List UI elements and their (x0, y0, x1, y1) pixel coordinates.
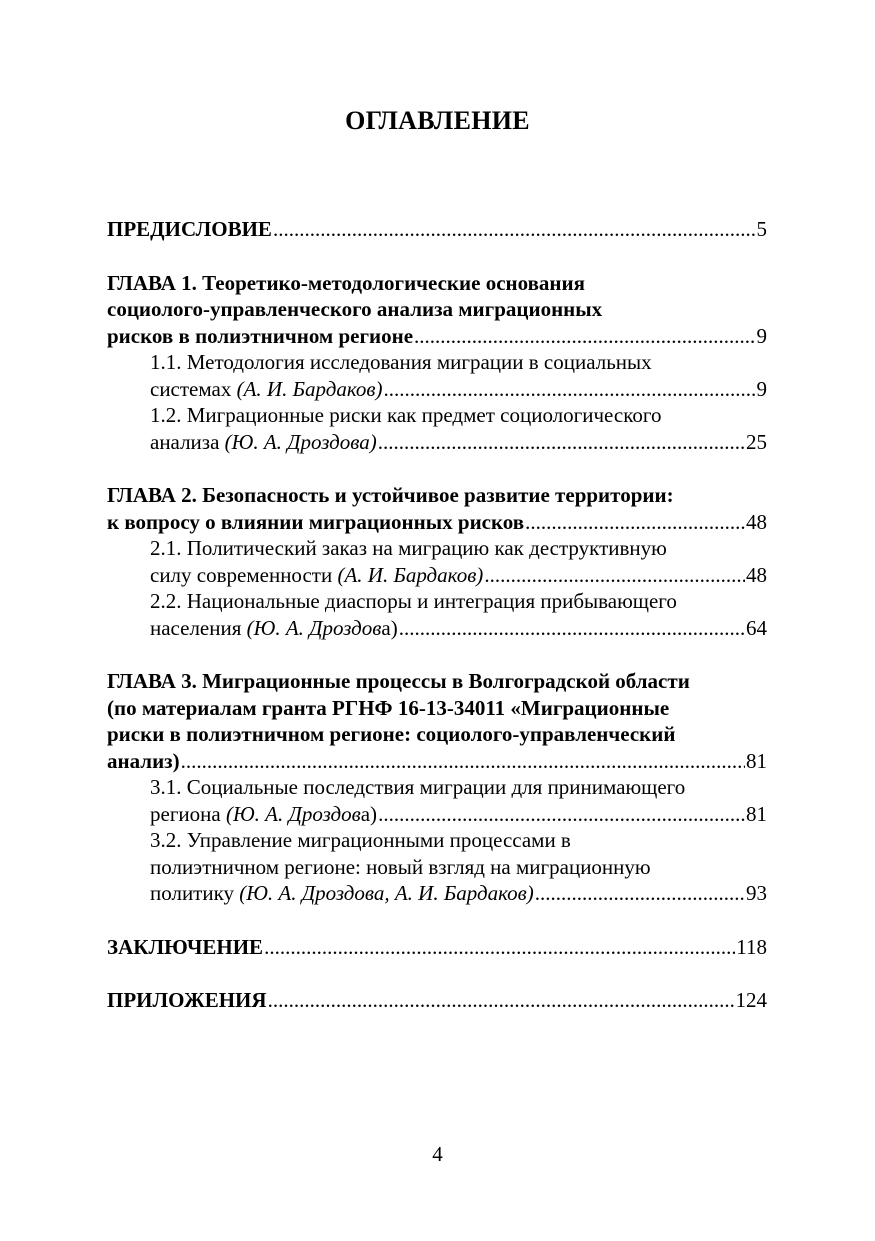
toc-entry-label: ЗАКЛЮЧЕНИЕ (107, 934, 264, 959)
toc-chapter-title-last-line (107, 509, 767, 536)
toc-chapter-title-line: социолого-управленческого анализа миграционных (107, 297, 603, 321)
toc-section-title-text (150, 801, 377, 828)
dot-leader (525, 509, 745, 536)
toc-author-tail: а) (381, 615, 398, 640)
toc-author: (Ю. А. Дроздова) (224, 429, 377, 454)
dot-leader (399, 615, 745, 642)
toc-section-2-2[interactable] (107, 588, 767, 641)
toc-section-1-2[interactable] (107, 402, 767, 455)
toc-author-tail: а) (360, 801, 378, 826)
toc-page-number: 25 (746, 429, 767, 454)
toc-section-title-line: полиэтничном регионе: новый взгляд на миграционную (150, 854, 651, 879)
toc-chapter-title-text: рисков в полиэтничном регионе (107, 323, 414, 348)
toc-section-title-fragment: анализа (150, 429, 225, 454)
toc-author: (А. И. Бардаков) (337, 562, 484, 587)
toc-section-title-line: 2.2. Национальные диаспоры и интеграция прибывающего (150, 589, 677, 613)
toc-chapter-title-line: риски в полиэтничном регионе: социолого-управленческий (107, 722, 676, 746)
toc-author: (Ю. А. Дроздов (225, 801, 361, 826)
toc-section-title-last-line (150, 562, 767, 589)
toc-entry-label: ПРЕДИСЛОВИЕ (107, 217, 272, 241)
toc-chapter-title-line: ГЛАВА 1. Теоретико-методологические основания (107, 270, 585, 295)
toc-author: (Ю. А. Дроздова, А. И. Бардаков) (239, 881, 534, 905)
toc-chapter-title-line: ГЛАВА 2. Безопасность и устойчивое развитие территории: (107, 483, 674, 507)
page-title: ОГЛАВЛЕНИЕ (345, 106, 530, 135)
toc-chapter-2[interactable] (107, 482, 767, 535)
toc-section-title-text (150, 429, 377, 456)
toc-page-number: 48 (746, 509, 767, 534)
toc-section-title-last-line (150, 801, 767, 828)
toc-section-3-2[interactable] (107, 827, 767, 907)
toc-chapter-title-last-line (107, 748, 767, 775)
toc-section-2-1[interactable] (107, 535, 767, 588)
page-number: 4 (432, 1142, 443, 1166)
toc-page-number: 81 (746, 748, 767, 773)
toc-chapter-title-last-line (107, 323, 767, 350)
toc-entry-conclusion[interactable] (107, 934, 767, 961)
toc-chapter-1[interactable] (107, 270, 767, 350)
toc-page-number: 81 (746, 801, 767, 826)
toc-entry-preface[interactable] (107, 216, 767, 243)
dot-leader (383, 376, 755, 403)
toc-page-number: 118 (736, 934, 767, 959)
toc-page-number: 93 (746, 881, 767, 905)
toc-entry-appendix[interactable] (107, 987, 767, 1014)
toc-section-title-fragment: политику (150, 881, 240, 905)
toc-section-title-fragment: силу современности (150, 562, 338, 587)
toc-section-title-line: 3.1. Социальные последствия миграции для принимающего (150, 775, 686, 799)
toc-page-number: 124 (735, 988, 767, 1012)
toc-chapter-title-text: к вопросу о влиянии миграционных рисков (107, 509, 525, 534)
toc-section-title-last-line (150, 429, 767, 456)
toc-section-title-fragment: населения (150, 615, 247, 640)
toc-chapter-3[interactable] (107, 668, 767, 774)
toc-author: (Ю. А. Дроздов (246, 615, 382, 640)
dot-leader (484, 562, 745, 589)
dot-leader (181, 748, 745, 775)
toc-section-title-text (150, 562, 483, 589)
toc-chapter-title-line: ГЛАВА 3. Миграционные процессы в Волгоградской области (107, 669, 690, 693)
toc-section-title-text (150, 615, 398, 642)
toc-section-title-text (150, 376, 382, 403)
toc-section-title-line: 1.2. Миграционные риски как предмет социологического (150, 403, 662, 427)
toc-section-title-line: 1.1. Методология исследования миграции в социальных (150, 350, 652, 374)
toc-page-number: 5 (756, 217, 767, 241)
dot-leader (535, 880, 745, 907)
toc-chapter-title-line: (по материалам гранта РГНФ 16-13-34011 «Миграционные (107, 695, 670, 720)
toc-section-title-line: 3.2. Управление миграционными процессами в (150, 828, 571, 852)
toc-section-1-1[interactable] (107, 349, 767, 402)
table-of-contents (107, 216, 767, 1014)
toc-page-number: 9 (756, 376, 767, 401)
toc-section-title-line: 2.1. Политический заказ на миграцию как деструктивную (150, 536, 667, 560)
dot-leader (378, 429, 745, 456)
dot-leader (268, 987, 735, 1014)
toc-chapter-title-text: анализ) (107, 748, 180, 773)
toc-section-title-last-line (150, 376, 767, 403)
toc-section-title-last-line (150, 880, 767, 907)
toc-page-number: 64 (746, 615, 767, 640)
dot-leader (414, 323, 755, 350)
toc-section-title-fragment: системах (150, 376, 237, 401)
toc-section-title-last-line (150, 615, 767, 642)
toc-section-title-text (150, 880, 534, 907)
dot-leader (264, 934, 735, 961)
dot-leader (378, 801, 745, 828)
toc-author: (А. И. Бардаков) (236, 376, 383, 401)
dot-leader (273, 216, 756, 243)
toc-page-number: 48 (746, 562, 767, 587)
toc-entry-label: ПРИЛОЖЕНИЯ (107, 988, 267, 1012)
toc-section-title-fragment: региона (150, 801, 226, 826)
toc-page-number: 9 (756, 323, 767, 348)
toc-section-3-1[interactable] (107, 774, 767, 827)
